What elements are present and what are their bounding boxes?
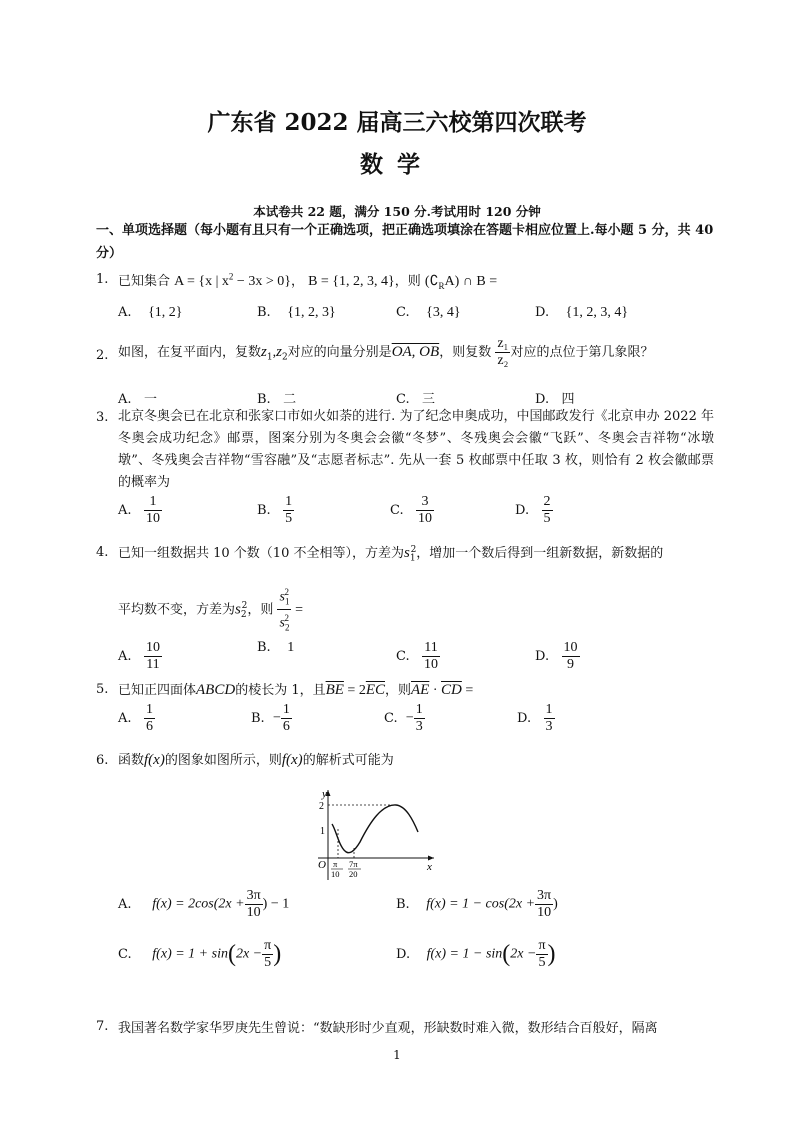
- q6-option-d: D. f(x) = 1 − sin(2x − $\frac{\pi}{5}$ ): [396, 938, 556, 970]
- q1-set-a: A = {x | $x^2 - 3x > 0$}: [174, 271, 291, 289]
- q4-option-b: B. 1: [257, 640, 295, 655]
- q5-option-c: C. − $\frac{1}{3}$: [384, 702, 423, 734]
- q1-number: 1.: [96, 272, 109, 287]
- q3-option-b: B. $\frac{1}{5}$: [257, 494, 293, 526]
- exam-info: 本试卷共 22 题，满分 150 分.考试用时 120 分钟: [253, 204, 541, 219]
- page-number: 1: [393, 1048, 401, 1062]
- q2-option-c: C. 三: [396, 392, 436, 407]
- subject-title: 数学: [360, 151, 434, 178]
- q3-option-a: A. $\frac{1}{10}$: [118, 494, 160, 526]
- q1-option-b: B. {1, 2, 3}: [257, 305, 336, 320]
- q4-line2: 平均数不变，方差为$s_2^2$，则 $\frac{s_1^2}{s_2^2}$ =: [118, 584, 303, 636]
- y-tick-1: 1: [320, 826, 325, 837]
- y-tick-2: 2: [319, 801, 324, 812]
- q4-option-d: D. $\frac{10}{9}$: [535, 640, 578, 672]
- q2-vectors: OA, OB: [391, 344, 440, 360]
- q7-number: 7.: [96, 1019, 109, 1034]
- q4-ratio: $\frac{s_1^2}{s_2^2}$: [277, 584, 290, 636]
- q2-option-a: A. 一: [118, 392, 157, 407]
- q5-option-a: A. $\frac{1}{6}$: [118, 702, 153, 734]
- q6-option-c: C. f(x) = 1 + sin(2x − $\frac{\pi}{5}$ ): [118, 938, 282, 970]
- origin-label: O: [318, 859, 326, 871]
- q2-option-d: D. 四: [535, 392, 575, 407]
- q1-text: 已知集合: [118, 274, 171, 289]
- x-tick-1-den: 10: [331, 869, 340, 879]
- q2-option-b: B. 二: [257, 392, 297, 407]
- q1-option-a: A. {1, 2}: [118, 305, 183, 320]
- q1-set-b: B = {1, 2, 3, 4}: [308, 274, 395, 289]
- q4-number: 4.: [96, 545, 109, 560]
- q1-expression: $(∁_RA)$ ∩ B =: [424, 274, 498, 291]
- q5-option-b: B. − $\frac{1}{6}$: [251, 702, 290, 734]
- q2-fraction: $\frac{\text{z₁}}{\text{z₂}}$: [497, 336, 509, 368]
- q5-stem: 已知正四面体ABCD的棱长为 1，且$\overline{BE} = 2\overline{EC}$，则$\overline{AE} \cdot \overline{CD}$ =: [118, 682, 474, 698]
- function-curve: [332, 805, 418, 853]
- q5-number: 5.: [96, 682, 109, 697]
- q3-option-d: D. $\frac{2}{5}$: [515, 494, 551, 526]
- y-label: y: [322, 788, 327, 800]
- q1-option-d: D. {1, 2, 3, 4}: [535, 305, 629, 320]
- section-heading: 一、单项选择题（每小题有且只有一个正确选项，把正确选项填涂在答题卡相应位置上.每小题 5 分，共 40 分）: [96, 223, 714, 261]
- q5-option-d: D. $\frac{1}{3}$: [517, 702, 553, 734]
- x-label: x: [427, 861, 432, 873]
- exam-title: 广东省 2022 届高三六校第四次联考: [207, 109, 587, 136]
- q3-option-c: C. $\frac{3}{10}$: [390, 494, 433, 526]
- q3-stem: 北京冬奥会已在北京和张家口市如火如荼的进行. 为了纪念申奥成功，中国邮政发行《北京申办 2022 年冬奥会成功纪念》邮票，图案分别为冬奥会会徽“冬梦”、冬残奥会会徽“飞跃”、冬奥会吉祥物“冰墩墩”、冬残奥会吉祥物“雪容融”及“志愿者标志”. 先从一套 5 枚邮票中任取 3 枚，则恰有 2 枚会徽邮票的概率为: [118, 409, 714, 490]
- x-tick-2-num: 7π: [349, 859, 358, 869]
- q6-option-b: B. f(x) = 1 − cos(2x + $\frac{3\pi}{10}$ ): [396, 888, 558, 920]
- q4-option-a: A. $\frac{10}{11}$: [118, 640, 160, 672]
- q6-function-graph: [312, 786, 442, 882]
- q2-stem: 如图，在复平面内，复数$z_1,z_2$对应的向量分别是OA, OB，则复数 $\frac{\text{z₁}}{\text{z₂}}$ 对应的点位于第几象限？: [118, 336, 654, 368]
- q1-stem: 已知集合 A = {x | $x^2 - 3x > 0$}， B = {1, 2, 3, 4}，则 $(∁_RA)$ ∩ B =: [118, 271, 498, 291]
- q1-option-c: C. {3, 4}: [396, 305, 461, 320]
- q7-stem: 我国著名数学家华罗庚先生曾说：“数缺形时少直观，形缺数时难入微，数形结合百般好，隔离: [118, 1021, 658, 1036]
- q6-option-a: A. f(x) = 2cos(2x + $\frac{3\pi}{10}$ ) − 1: [118, 888, 290, 920]
- x-axis-arrow: [428, 856, 434, 861]
- q6-number: 6.: [96, 753, 109, 768]
- q6-stem: 函数f(x)的图象如图所示，则f(x)的解析式可能为: [118, 752, 394, 768]
- x-tick-1-num: π: [333, 859, 338, 869]
- q4-option-c: C. $\frac{11}{10}$: [396, 640, 439, 672]
- q4-line1: 已知一组数据共 10 个数（10 不全相等），方差为$s_1^2$，增加一个数后得到一组新数据，新数据的: [118, 544, 664, 564]
- q3-number: 3.: [96, 410, 109, 425]
- x-tick-2-den: 20: [349, 869, 358, 879]
- q2-number: 2.: [96, 348, 109, 363]
